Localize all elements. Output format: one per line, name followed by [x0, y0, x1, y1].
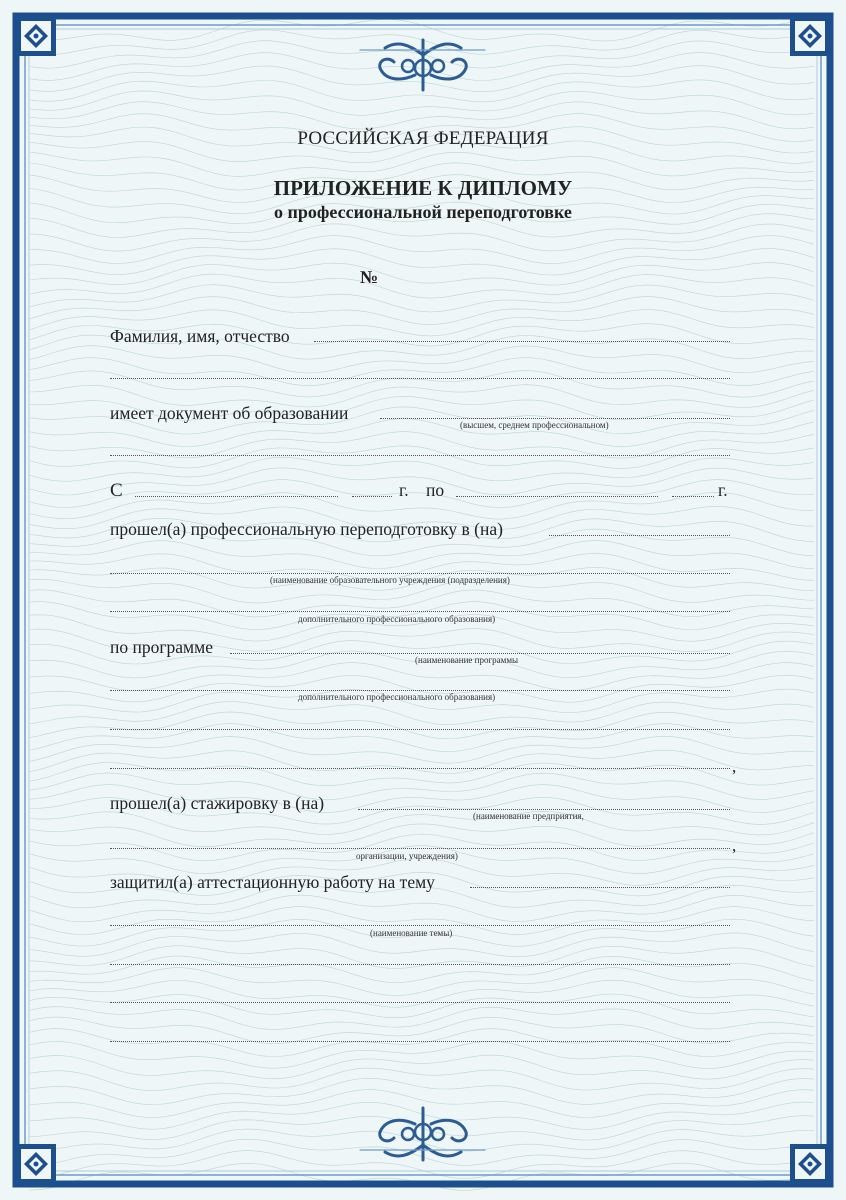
comma-2: ,: [732, 836, 737, 855]
institution-hint: (наименование образовательного учреждения (подразделения): [270, 575, 510, 585]
topic-line-4[interactable]: [110, 1041, 730, 1042]
topic-hint: (наименование темы): [370, 928, 453, 938]
program-label: по программе: [110, 637, 213, 657]
retraining-label: прошел(а) профессиональную переподготовку в (на): [110, 519, 503, 539]
corner-ornament-top-right: [790, 16, 830, 56]
dpo-line-2[interactable]: [110, 690, 730, 691]
period-from-year-line[interactable]: [352, 496, 392, 497]
full-name-line[interactable]: [314, 341, 730, 342]
full-name-label: Фамилия, имя, отчество: [110, 326, 290, 346]
enterprise-hint: (наименование предприятия,: [473, 811, 584, 821]
comma-1: ,: [732, 757, 737, 776]
topic-line-2[interactable]: [110, 964, 730, 965]
dpo-hint-2: дополнительного профессионального образования): [298, 692, 496, 702]
education-hint: (высшем, среднем профессиональном): [460, 420, 609, 430]
document-subtitle: о профессиональной переподготовке: [274, 202, 572, 222]
dpo-hint-1: дополнительного профессионального образования): [298, 614, 496, 624]
thesis-line[interactable]: [470, 887, 730, 888]
dpo-line-1[interactable]: [110, 611, 730, 612]
corner-ornament-top-left: [16, 16, 56, 56]
thesis-label: защитил(а) аттестационную работу на тему: [110, 872, 435, 892]
period-to-year-line[interactable]: [672, 496, 714, 497]
retraining-line[interactable]: [549, 535, 730, 536]
year-suffix-2: г.: [718, 480, 728, 500]
internship-label: прошел(а) стажировку в (на): [110, 793, 325, 813]
program-line-4[interactable]: [110, 768, 730, 769]
document-title: ПРИЛОЖЕНИЕ К ДИПЛОМУ: [273, 176, 573, 200]
full-name-line-2[interactable]: [110, 378, 730, 379]
period-from-label: С: [110, 480, 123, 501]
number-sign: №: [360, 267, 379, 287]
program-hint: (наименование программы: [415, 655, 519, 665]
year-suffix-1: г.: [399, 480, 409, 500]
topic-line-3[interactable]: [110, 1002, 730, 1003]
program-line[interactable]: [230, 653, 730, 654]
internship-line[interactable]: [358, 809, 730, 810]
program-line-3[interactable]: [110, 729, 730, 730]
corner-ornament-bottom-left: [16, 1144, 56, 1184]
corner-ornament-bottom-right: [790, 1144, 830, 1184]
period-to-date-line[interactable]: [456, 496, 658, 497]
period-from-date-line[interactable]: [135, 496, 338, 497]
education-doc-line-2[interactable]: [110, 455, 730, 456]
topic-line-1[interactable]: [110, 925, 730, 926]
country-name: РОССИЙСКАЯ ФЕДЕРАЦИЯ: [297, 128, 549, 149]
internship-line-2[interactable]: [110, 848, 730, 849]
education-doc-line[interactable]: [380, 418, 730, 419]
period-to-label: по: [426, 480, 445, 500]
institution-line[interactable]: [110, 573, 730, 574]
education-doc-label: имеет документ об образовании: [110, 403, 349, 423]
org-hint: организации, учреждения): [356, 851, 458, 861]
